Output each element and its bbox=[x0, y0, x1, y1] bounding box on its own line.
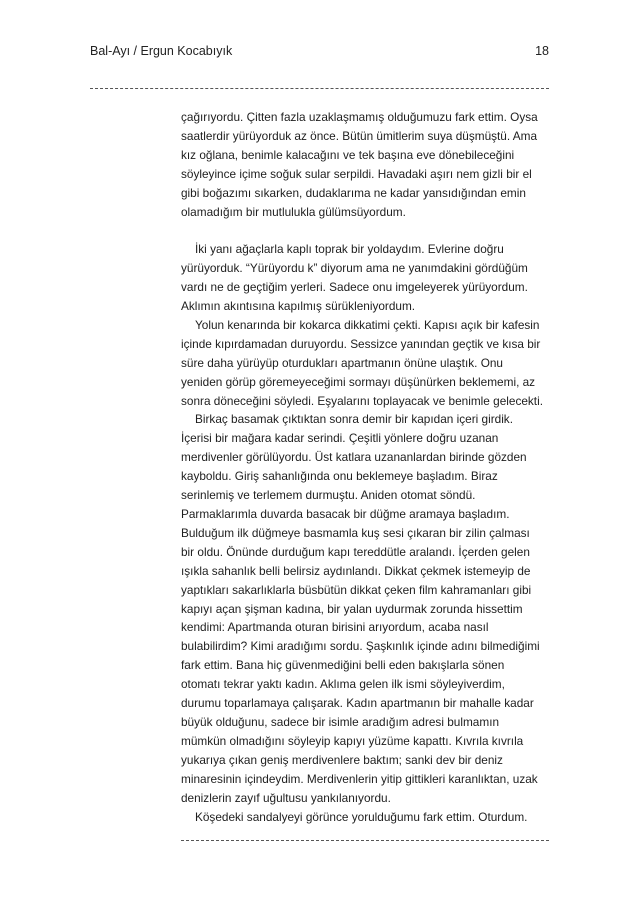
text-line: Yolun kenarında bir kokarca dikkatimi çekti. Kapısı açık bir kafesin bbox=[195, 317, 540, 332]
text-line: serinlemiş ve terlemem durmuştu. Aniden otomat söndü. bbox=[181, 488, 476, 503]
page-number: 18 bbox=[535, 44, 549, 58]
text-line: olamadığım bir mutlulukla gülümsüyordum. bbox=[181, 204, 406, 219]
text-line: İçerisi bir mağara kadar serindi. Çeşitli yönlere doğru uzanan bbox=[181, 431, 499, 446]
text-line: bulabilirdim? Kimi aradığımı sordu. Şaşkınlık içinde adını bilmediğimi bbox=[181, 639, 540, 654]
text-line: içinde kıpırdamadan duruyordu. Sessizce yanından geçtik ve kısa bir bbox=[181, 336, 541, 351]
text-line: kapıyı açan şişman kadına, bir yalan uydurmak zorunda hissettim bbox=[181, 601, 523, 616]
text-line: Bulduğum ilk düğmeye basmamla kuş sesi çıkaran bir zilin çalması bbox=[181, 525, 530, 540]
text-line: fark ettim. Bana hiç güvenmediğini belli eden bakışlarla sönen bbox=[181, 658, 505, 673]
text-line: merdivenler görülüyordu. Üst katlara uzananlardan birinde gözden bbox=[181, 450, 527, 465]
paragraph bbox=[181, 240, 553, 316]
text-line: gibi boğazımı sıkarken, dudaklarıma ne kadar yansıdığından emin bbox=[181, 185, 526, 200]
text-line: denizlerin zayıf uğultusu yankılanıyordu. bbox=[181, 790, 391, 805]
running-title: Bal-Ayı / Ergun Kocabıyık bbox=[90, 44, 233, 58]
text-line: otomatı tekrar yaktı kadın. Aklıma gelen ilk ismi söyleyiverdim, bbox=[181, 677, 505, 692]
text-line: kız oğlana, benimle kalacağını ve tek başına eve dönebileceğini bbox=[181, 147, 515, 162]
text-line: vardı ne de geçtiğim yerleri. Sadece onu imgeleyerek yürüyordum. bbox=[181, 280, 528, 295]
text-line: yürüyorduk. “Yürüyordu k” diyorum ama ne yanımdakini gördüğüm bbox=[181, 261, 528, 276]
text-line: kendimi: Apartmanda oturan birisini arıyordum, acaba nasıl bbox=[181, 620, 489, 635]
text-line: kayboldu. Giriş sahanlığında onu beklemeye başladım. Biraz bbox=[181, 469, 498, 484]
text-line: saatlerdir yürüyorduk az önce. Bütün ümitlerim suya düşmüştü. Ama bbox=[181, 128, 538, 143]
text-line: durumu toparlamaya çalışarak. Kadın apartmanın bir mahalle kadar bbox=[181, 696, 534, 711]
paragraph bbox=[181, 808, 553, 827]
page-header bbox=[90, 44, 549, 64]
paragraph bbox=[181, 108, 553, 221]
footer-divider bbox=[181, 840, 549, 841]
text-line: Köşedeki sandalyeyi görünce yorulduğumu fark ettim. Oturdum. bbox=[195, 809, 528, 824]
text-line: süre daha yürüyüp oturdukları apartmanın önüne ulaştık. Onu bbox=[181, 355, 503, 370]
text-line: Birkaç basamak çıktıktan sonra demir bir kapıdan içeri girdik. bbox=[195, 412, 513, 427]
paragraph bbox=[181, 410, 553, 807]
text-line: minaresinin içindeydim. Merdivenlerin yitip gittikleri karanlıktan, uzak bbox=[181, 771, 538, 786]
text-line: yaptıkları sakarlıklarla büsbütün dikkat çeken film kahramanları gibi bbox=[181, 582, 532, 597]
header-divider bbox=[90, 88, 549, 89]
text-line: çağırıyordu. Çitten fazla uzaklaşmamış olduğumuzu fark ettim. Oysa bbox=[181, 110, 538, 124]
text-line: yeniden görüp göremeyeceğimi sormayı düşünürken beklememi, az bbox=[181, 374, 536, 389]
paragraph bbox=[181, 316, 553, 411]
body-text bbox=[181, 108, 553, 826]
text-line: söyleyince içime soğuk sular serpildi. Havadaki aşırı nem gizli bir el bbox=[181, 166, 532, 181]
text-line: Aklımın akıntısına kapılmış sürükleniyordum. bbox=[181, 299, 416, 314]
text-line: İki yanı ağaçlarla kaplı toprak bir yoldaydım. Evlerine doğru bbox=[195, 242, 504, 257]
text-line: Parmaklarımla duvarda basacak bir düğme aramaya başladım. bbox=[181, 507, 510, 522]
text-line: mümkün olmadığını söyleyip kapıyı yüzüme kapattı. Kıvrıla kıvrıla bbox=[181, 733, 524, 748]
text-line: ışıkla sahanlık belli belirsiz aydınlandı. Dikkat çekmek istemeyip de bbox=[181, 563, 531, 578]
paragraph-gap bbox=[181, 221, 553, 240]
text-line: sonra döneceğini söyledi. Eşyalarını toplayacak ve benimle gelecekti. bbox=[181, 393, 543, 408]
text-line: bir oldu. Önünde durduğum kapı tereddütle aralandı. İçerden gelen bbox=[181, 544, 530, 559]
text-line: yukarıya çıkan geniş merdivenlere baktım; sanki dev bir deniz bbox=[181, 752, 503, 767]
text-line: büyük olduğunu, sadece bir isimle aradığım adresi bulmamın bbox=[181, 714, 500, 729]
